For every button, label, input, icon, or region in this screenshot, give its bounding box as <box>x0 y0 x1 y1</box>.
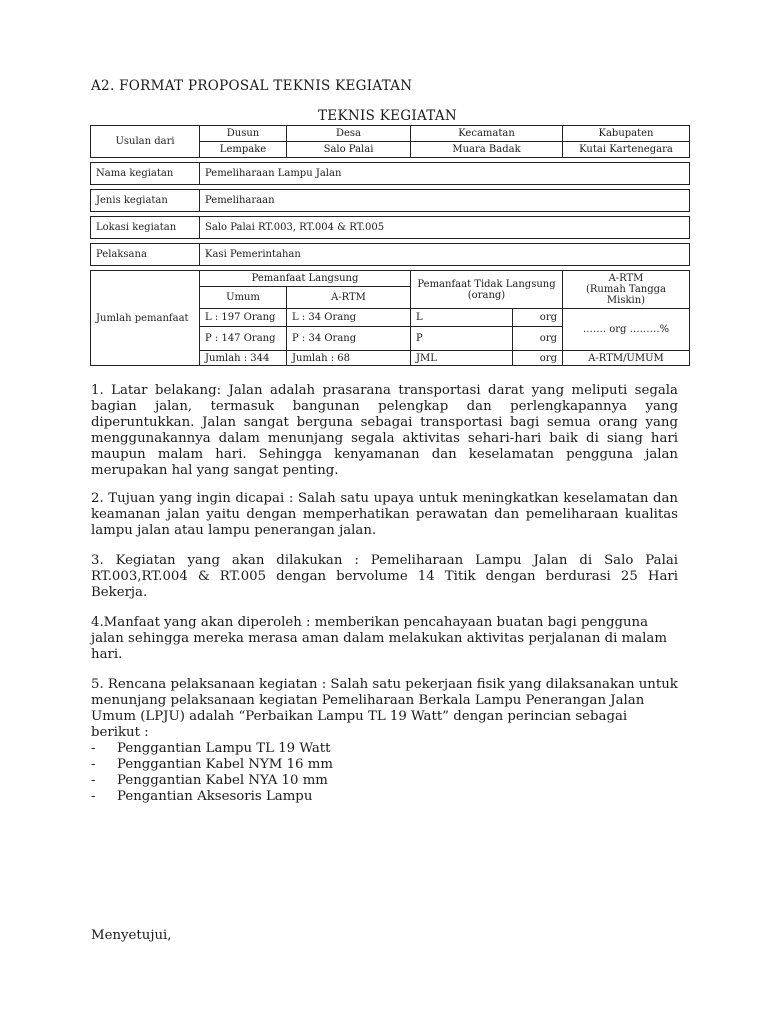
r1-artm: L : 34 Orang <box>287 309 411 327</box>
r3-tidak-langsung: JML <box>411 351 513 366</box>
paragraph-kegiatan: 3. Kegiatan yang akan dilakukan : Pemeliharaan Lampu Jalan di Salo Palai RT.003,RT.004 & RT.005 dengan bervolume 14 Titik dengan berdurasi 25 Hari Bekerja. <box>91 553 678 600</box>
list-item <box>91 757 678 773</box>
paragraph-tujuan: 2. Tujuan yang ingin dicapai : Salah satu upaya untuk meningkatkan keselamatan dan keamanan jalan yaitu dengan memperhatikan perawatan dan pemeliharaan kualitas lampu jalan atau lampu penerangan jalan. <box>91 491 678 538</box>
col-dusun: Dusun <box>200 126 287 142</box>
list-item-text: Pengantian Aksesoris Lampu <box>117 789 313 804</box>
list-dash: - <box>91 773 96 788</box>
paragraph-rencana <box>91 677 678 805</box>
r2-umum: P : 147 Orang <box>200 327 287 351</box>
val-dusun: Lempake <box>200 142 287 158</box>
table-title: TEKNIS KEGIATAN <box>318 108 458 124</box>
pelaksana-value: Kasi Pemerintahan <box>200 244 690 266</box>
list-item <box>91 789 678 805</box>
nama-kegiatan-value: Pemeliharaan Lampu Jalan <box>200 163 690 185</box>
r3-artm: Jumlah : 68 <box>287 351 411 366</box>
val-kabupaten: Kutai Kartenegara <box>563 142 690 158</box>
list-item <box>91 741 678 757</box>
signature-label: Menyetujui, <box>91 928 172 943</box>
paragraph-manfaat: 4.Manfaat yang akan diperoleh : memberikan pencahayaan buatan bagi pengguna jalan sehingga mereka merasa aman dalam melakukan aktivitas perjalanan di malam hari. <box>91 615 667 662</box>
rencana-text: 5. Rencana pelaksanaan kegiatan : Salah satu pekerjaan fisik yang dilaksanakan untuk menunjang pelaksanaan kegiatan Pemeliharaan Berkala Lampu Penerangan Jalan Umum (LPJU) adalah “Perbaikan Lampu TL 19 Watt” dengan perincian sebagai berikut : <box>91 677 678 740</box>
artm-percentage: ……. org ………% <box>563 309 690 351</box>
artm-subheader: (Rumah Tangga Miskin) <box>586 284 666 306</box>
col-kabupaten: Kabupaten <box>563 126 690 142</box>
r2-artm: P : 34 Orang <box>287 327 411 351</box>
val-kecamatan: Muara Badak <box>411 142 563 158</box>
artm-header: A-RTM <box>608 273 644 284</box>
jumlah-pemanfaat-label: Jumlah pemanfaat <box>91 271 200 366</box>
list-dash: - <box>91 757 96 772</box>
list-item-text: Penggantian Kabel NYA 10 mm <box>117 773 328 788</box>
artm-header-cell <box>563 271 690 309</box>
jenis-kegiatan-value: Pemeliharaan <box>200 190 690 212</box>
lokasi-kegiatan-value: Salo Palai RT.003, RT.004 & RT.005 <box>200 217 690 239</box>
activity-table <box>90 125 690 366</box>
r1-org: org <box>513 309 563 327</box>
artm-umum-ratio: A-RTM/UMUM <box>563 351 690 366</box>
col-kecamatan: Kecamatan <box>411 126 563 142</box>
val-desa: Salo Palai <box>287 142 411 158</box>
list-dash: - <box>91 741 96 756</box>
list-item-text: Penggantian Lampu TL 19 Watt <box>117 741 331 756</box>
umum-header: Umum <box>200 287 287 309</box>
document-heading: A2. FORMAT PROPOSAL TEKNIS KEGIATAN <box>91 78 413 94</box>
r3-umum: Jumlah : 344 <box>200 351 287 366</box>
artm-col-header: A-RTM <box>287 287 411 309</box>
r1-umum: L : 197 Orang <box>200 309 287 327</box>
nama-kegiatan-label: Nama kegiatan <box>91 163 200 185</box>
r1-tidak-langsung: L <box>411 309 513 327</box>
r3-org: org <box>513 351 563 366</box>
jenis-kegiatan-label: Jenis kegiatan <box>91 190 200 212</box>
r2-tidak-langsung: P <box>411 327 513 351</box>
list-item-text: Penggantian Kabel NYM 16 mm <box>117 757 333 772</box>
paragraph-latar-belakang: 1. Latar belakang: Jalan adalah prasarana transportasi darat yang meliputi segala bagian jalan, termasuk bangunan pelengkap dan perlengkapannya yang diperuntukkan. Jalan sangat berguna sebagai transportasi bagi semua orang yang menggunakannya dalam menunjang segala aktivitas sehari-hari baik di siang hari maupun malam hari. Sehingga kenyamanan dan keselamatan pengguna jalan merupakan hal yang sangat penting. <box>91 383 678 478</box>
work-item-list <box>91 741 678 805</box>
list-item <box>91 773 678 789</box>
pemanfaat-langsung-header: Pemanfaat Langsung <box>200 271 411 287</box>
lokasi-kegiatan-label: Lokasi kegiatan <box>91 217 200 239</box>
pelaksana-label: Pelaksana <box>91 244 200 266</box>
col-desa: Desa <box>287 126 411 142</box>
pemanfaat-tidak-langsung-header: Pemanfaat Tidak Langsung (orang) <box>411 271 563 309</box>
list-dash: - <box>91 789 96 804</box>
usulan-label: Usulan dari <box>91 126 200 158</box>
r2-org: org <box>513 327 563 351</box>
